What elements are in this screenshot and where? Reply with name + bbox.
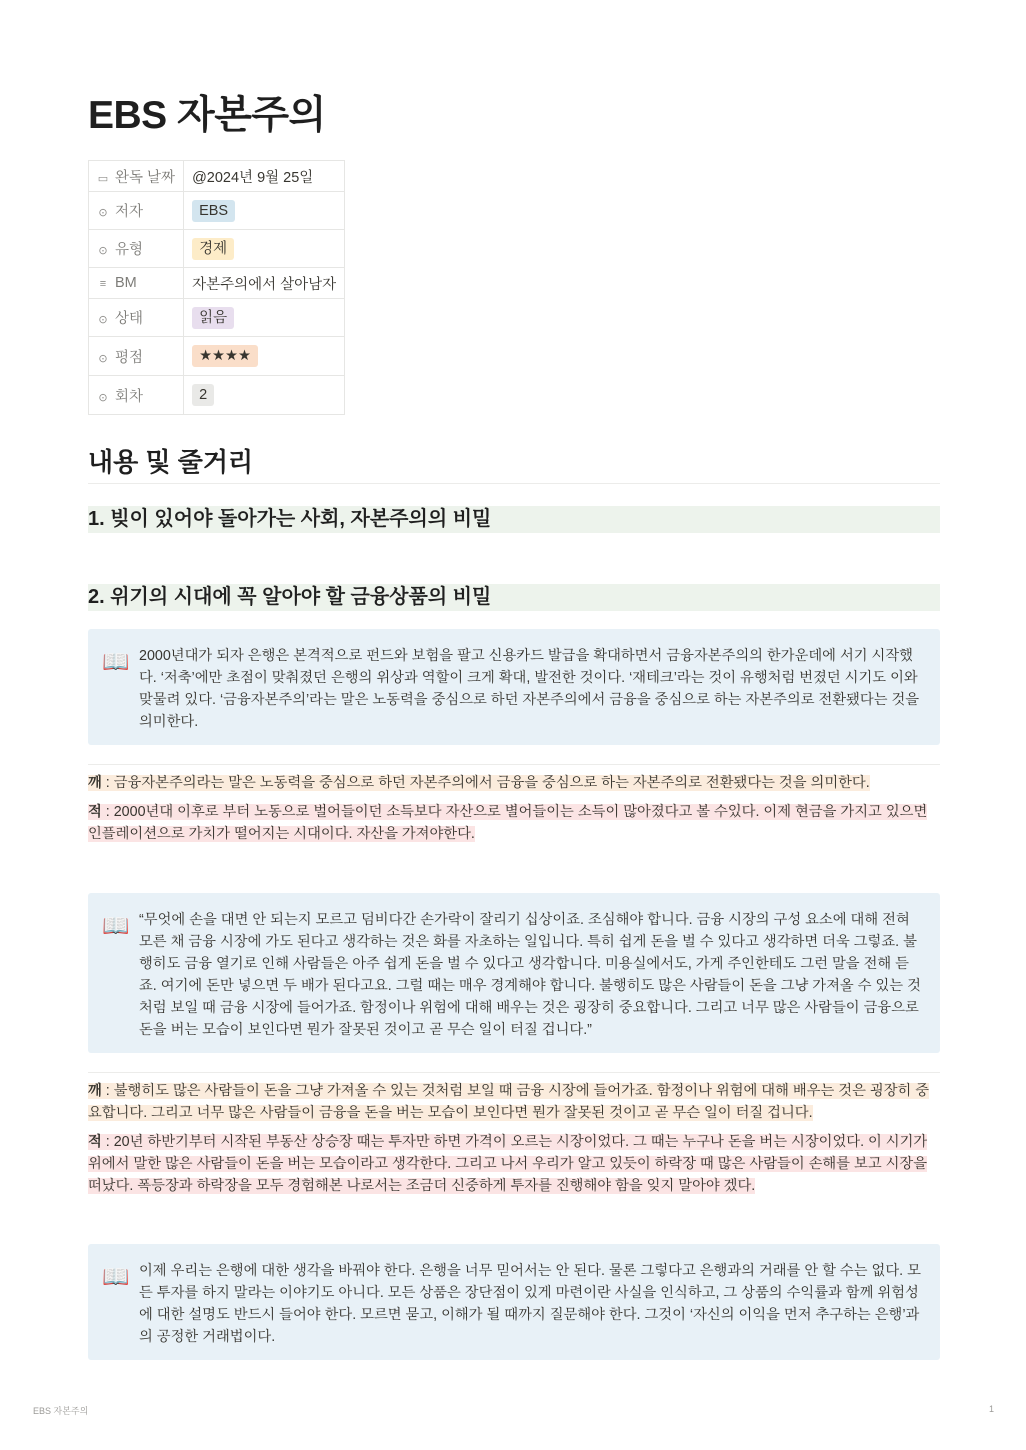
divider [88,1072,940,1073]
book-icon: 📖 [102,913,130,938]
note-insight-1: 깨 : 금융자본주의라는 말은 노동력을 중심으로 하던 자본주의에서 금융을 중심으로 하는 자본주의로 전환됐다는 것을 의미한다. [88,775,870,791]
quote-callout-2 [88,893,940,1053]
quote-callout-1 [88,629,940,745]
section-heading: 내용 및 줄거리 [88,447,254,477]
property-key: ⊙ 저자 [89,192,184,230]
note-insight-2: 깨 : 불행히도 많은 사람들이 돈을 그냥 가져올 수 있는 것처럼 보일 때 금융 시장에 들어가죠. 함정이나 위험에 대해 배우는 것은 굉장히 중요합니다. 그리고 너무 많은 사람들이 금융을 돈을 버는 모습이 보인다면 뭔가 잘못된 것이고 곧 무슨 일이 터질 겁니다. [88,1083,930,1121]
property-key: ⊙ 상태 [89,299,184,337]
book-icon: 📖 [102,649,130,674]
author-tag: EBS [192,200,235,222]
text-lines-icon: ≡ [99,278,107,290]
property-row-rating[interactable] [89,337,345,376]
note-label: 적 [88,804,102,820]
status-tag: 읽음 [192,307,234,329]
note-application-1: 적 : 2000년대 이후로 부터 노동으로 벌어들이던 소득보다 자산으로 별어들이는 소득이 많아졌다고 볼 수있다. 이제 현금을 가지고 있으면 인플레이션으로 가치가 떨어지는 시대이다. 자산을 가져야한다. [88,804,928,842]
note-text: 2000년대 이후로 부터 노동으로 벌어들이던 소득보다 자산으로 별어들이는 소득이 많아졌다고 볼 수있다. 이제 현금을 가지고 있으면 인플레이션으로 가치가 떨어지는 시대이다. 자산을 가져야한다. [88,804,928,842]
callout-text: 이제 우리는 은행에 대한 생각을 바꿔야 한다. 은행을 너무 믿어서는 안 된다. 물론 그렇다고 은행과의 거래를 안 할 수는 없다. 모든 투자를 하지 말라는 이야기도 아니다. 모든 상품은 장단점이 있게 마련이란 사실을 인식하고, 그 상품의 수익률과 함께 위험성에 대한 설명도 반드시 들어야 한다. 모르면 묻고, 이해가 될 때까지 질문해야 한다. 그것이 ‘자신의 이익을 먼저 추구하는 은행’과의 공정한 거래법이다. [139,1263,921,1345]
property-value[interactable]: 자본주의에서 살아남자 [184,268,345,299]
callout-text: “무엇에 손을 대면 안 되는지 모르고 덤비다간 손가락이 잘리기 십상이죠. 조심해야 합니다. 금융 시장의 구성 요소에 대해 전혀 모른 채 금융 시장에 가도 된다고 생각하는 것은 화를 자초하는 일입니다. 특히 쉽게 돈을 벌 수 있다고 생각하면 더욱 그렇죠. 불행히도 금융 열기로 인해 사람들은 아주 쉽게 돈을 벌 수 있다고 생각합니다. 미용실에서도, 가게 주인한테도 그런 말을 전해 듣죠. 여기에 돈만 넣으면 두 배가 된다고요. 그럴 때는 매우 경계해야 합니다. 불행히도 많은 사람들이 돈을 그냥 가져올 수 있는 것처럼 보일 때 금융 시장에 들어가죠. 함정이나 위험에 대해 배우는 것은 굉장히 중요합니다. 그리고 너무 많은 사람들이 금융으로 돈을 버는 모습이 보인다면 뭔가 잘못된 것이고 곧 무슨 일이 터질 겁니다.” [139,912,921,1038]
footer-title: EBS 자본주의 [33,1406,89,1416]
round-tag: 2 [192,384,214,406]
property-row-bm[interactable] [89,268,345,299]
callout-text: 2000년대가 되자 은행은 본격적으로 펀드와 보험을 팔고 신용카드 발급을 확대하면서 금융자본주의의 한가운데에 서기 시작했다. ‘저축’에만 초점이 맞춰졌던 은행의 위상과 역할이 크게 확대, 발전한 것이다. ‘재테크’라는 것이 유행처럼 번졌던 시기도 이와 맞물려 있다. ‘금융자본주의’라는 말은 노동력을 중심으로 하던 자본주의에서 금융을 중심으로 하는 자본주의로 전환됐다는 것을 의미한다. [139,648,920,730]
property-value[interactable] [184,337,345,376]
property-row-status[interactable] [89,299,345,337]
property-key: ▭ 완독 날짜 [89,161,184,192]
note-label: 깨 [88,775,102,791]
divider [88,764,940,765]
property-key: ⊙ 회차 [89,376,184,415]
book-icon: 📖 [102,1264,130,1289]
property-value[interactable] [184,192,345,230]
select-icon: ⊙ [98,352,108,365]
type-tag: 경제 [192,238,234,260]
property-value[interactable]: @2024년 9월 25일 [184,161,345,192]
property-value[interactable] [184,230,345,268]
property-row-round[interactable] [89,376,345,415]
heading-chapter-2: 2. 위기의 시대에 꼭 알아야 할 금융상품의 비밀 [88,584,940,611]
properties-table [88,160,345,415]
property-value[interactable] [184,376,345,415]
note-text: 20년 하반기부터 시작된 부동산 상승장 때는 투자만 하면 가격이 오르는 시장이었다. 그 때는 누구나 돈을 버는 시장이었다. 이 시기가 위에서 말한 많은 사람들이 돈을 버는 모습이라고 생각한다. 그리고 나서 우리가 알고 있듯이 하락장 때 많은 사람들이 손해를 보고 시장을 떠났다. 폭등장과 하락장을 모두 경험해본 나로서는 조금더 신중하게 투자를 진행해야 함을 잊지 말아야 겠다. [88,1134,928,1194]
property-key: ⊙ 평점 [89,337,184,376]
property-key: ⊙ 유형 [89,230,184,268]
footer-page-number: 1 [988,1404,994,1414]
note-application-2: 적 : 20년 하반기부터 시작된 부동산 상승장 때는 투자만 하면 가격이 오르는 시장이었다. 그 때는 누구나 돈을 버는 시장이었다. 이 시기가 위에서 말한 많은 사람들이 돈을 버는 모습이라고 생각한다. 그리고 나서 우리가 알고 있듯이 하락장 때 많은 사람들이 손해를 보고 시장을 떠났다. 폭등장과 하락장을 모두 경험해본 나로서는 조금더 신중하게 투자를 진행해야 함을 잊지 말아야 겠다. [88,1134,928,1194]
property-value[interactable] [184,299,345,337]
property-row-type[interactable] [89,230,345,268]
heading-chapter-1: 1. 빚이 있어야 돌아가는 사회, 자본주의의 비밀 [88,506,940,533]
select-icon: ⊙ [98,314,108,326]
note-text: 불행히도 많은 사람들이 돈을 그냥 가져올 수 있는 것처럼 보일 때 금융 시장에 들어가죠. 함정이나 위험에 대해 배우는 것은 굉장히 중요합니다. 그리고 너무 많은 사람들이 금융을 돈을 버는 모습이 보인다면 뭔가 잘못된 것이고 곧 무슨 일이 터질 겁니다. [88,1083,930,1121]
rating-tag: ★★★★ [192,345,258,367]
property-key: ≡ BM [89,268,184,299]
property-row-finish-date[interactable] [89,161,345,192]
section-divider [88,483,940,484]
page-title: EBS 자본주의 [88,94,326,137]
note-label: 적 [88,1134,102,1150]
calendar-icon: ▭ [97,172,109,185]
select-icon: ⊙ [98,391,108,404]
note-text: 금융자본주의라는 말은 노동력을 중심으로 하던 자본주의에서 금융을 중심으로 하는 자본주의로 전환됐다는 것을 의미한다. [113,775,870,791]
property-row-author[interactable] [89,192,345,230]
quote-callout-3 [88,1244,940,1360]
select-icon: ⊙ [98,245,108,257]
select-icon: ⊙ [98,207,108,219]
note-label: 깨 [88,1083,102,1099]
